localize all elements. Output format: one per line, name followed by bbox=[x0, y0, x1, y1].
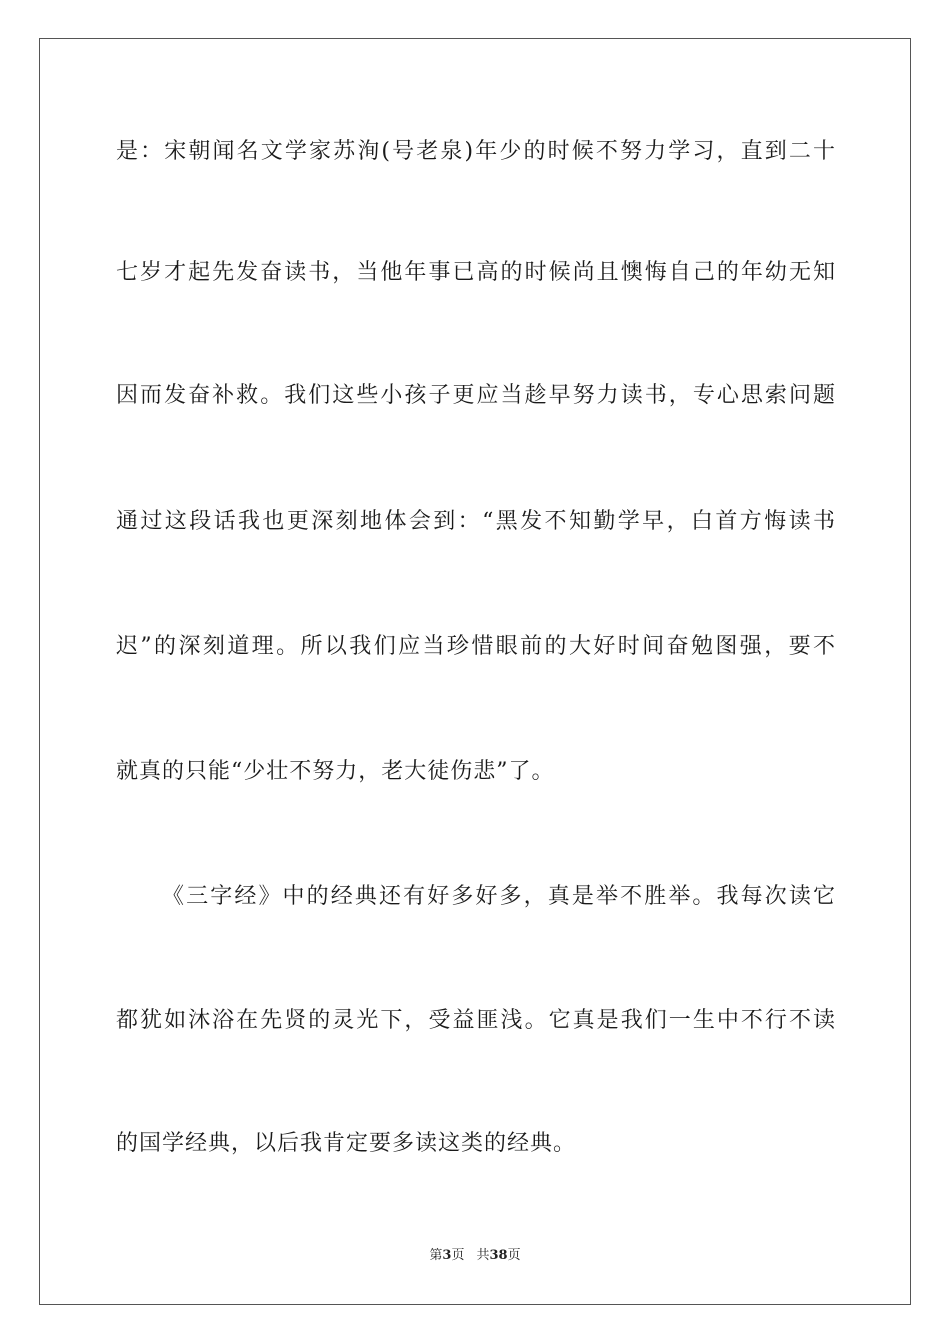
total-suffix: 页 bbox=[507, 1248, 521, 1263]
body-text-line-2: 七岁才起先发奋读书，当他年事已高的时候尚且懊悔自己的年幼无知 bbox=[116, 260, 836, 285]
body-text-line-4: 通过这段话我也更深刻地体会到：“黑发不知勤学早，白首方悔读书 bbox=[116, 509, 836, 534]
body-text-line-3: 因而发奋补救。我们这些小孩子更应当趁早努力读书，专心思索问题 bbox=[116, 383, 836, 408]
body-text-line-1: 是：宋朝闻名文学家苏洵(号老泉)年少的时候不努力学习，直到二十 bbox=[116, 139, 836, 164]
body-text-line-7: 《三字经》中的经典还有好多好多，真是举不胜举。我每次读它 bbox=[162, 884, 836, 909]
body-text-line-9: 的国学经典，以后我肯定要多读这类的经典。 bbox=[116, 1131, 577, 1156]
body-text-line-5: 迟”的深刻道理。所以我们应当珍惜眼前的大好时间奋勉图强，要不 bbox=[116, 634, 836, 659]
total-prefix: 共 bbox=[476, 1248, 490, 1263]
page-border bbox=[39, 38, 911, 1305]
body-text-line-8: 都犹如沐浴在先贤的灵光下，受益匪浅。它真是我们一生中不行不读 bbox=[116, 1008, 836, 1033]
total-page-count: 38 bbox=[489, 1248, 508, 1263]
current-page-number: 3 bbox=[442, 1248, 452, 1263]
page-footer bbox=[0, 1247, 950, 1265]
body-text-line-6: 就真的只能“少壮不努力，老大徒伤悲”了。 bbox=[116, 759, 555, 784]
page-suffix: 页 bbox=[451, 1248, 465, 1263]
page-prefix: 第 bbox=[429, 1248, 443, 1263]
